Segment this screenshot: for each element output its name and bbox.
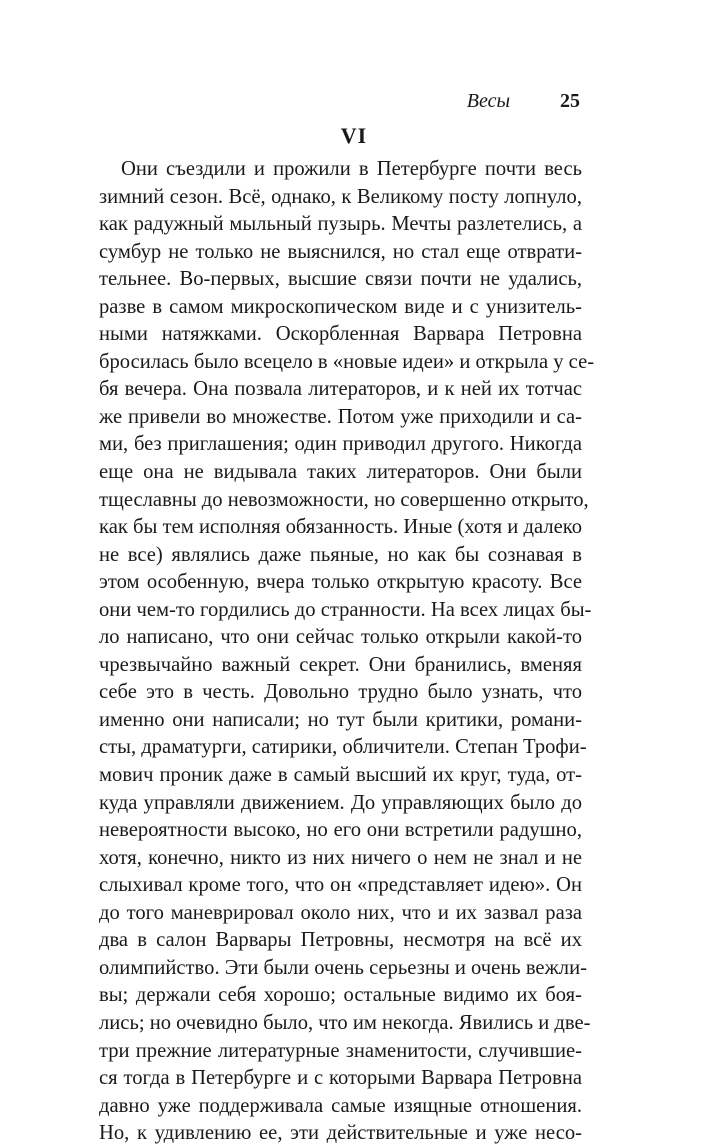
text-line: Они съездили и прожили в Петербурге почти весь — [121, 158, 582, 180]
text-line: сумбур не только не выяснился, но стал еще отврати- — [99, 240, 582, 263]
text-line: бя вечера. Она позвала литераторов, и к ней их тотчас — [99, 378, 582, 401]
chapter-heading: VI — [340, 123, 368, 148]
text-line: не все) являлись даже пьяные, но как бы сознавая в — [99, 543, 582, 566]
text-line: куда управляли движением. До управляющих было до — [99, 791, 582, 814]
text-line: ми, без приглашения; один приводил другого. Никогда — [99, 433, 582, 456]
text-line: они чем-то гордились до странности. На всех лицах бы- — [99, 598, 592, 621]
text-line: ся тогда в Петербурге и с которыми Варвара Петровна — [99, 1067, 582, 1090]
text-line: лись; но очевидно было, что им некогда. Явились и две- — [99, 1011, 591, 1034]
text-line: хотя, конечно, никто из них ничего о нем не знал и не — [99, 846, 582, 869]
text-line: вы; держали себя хорошо; остальные видимо их боя- — [99, 984, 582, 1007]
text-line: бросилась было всецело в «новые идеи» и открыла у се- — [99, 350, 595, 373]
text-line: тельнее. Во-первых, высшие связи почти не удались, — [99, 268, 582, 291]
body-text — [99, 156, 595, 1148]
text-line: невероятности высоко, но его они встретили радушно, — [99, 819, 582, 842]
text-line: слыхивал кроме того, что он «представляет идею». Он — [99, 874, 582, 897]
text-line: как бы тем исполняя обязанность. Иные (хотя и далеко — [99, 516, 582, 539]
text-line: еще она не видывала таких литераторов. Они были — [99, 461, 582, 484]
text-line: этом особенную, вчера только открытую красоту. Все — [99, 571, 582, 594]
text-line: сты, драматурги, сатирики, обличители. Степан Трофи- — [99, 736, 587, 759]
text-line: чрезвычайно важный секрет. Они бранились, вменяя — [99, 653, 582, 676]
running-header-title: Весы — [466, 90, 510, 112]
text-line: же привели во множестве. Потом уже приходили и са- — [99, 405, 582, 428]
text-line: именно они написали; но тут были критики, романи- — [99, 708, 582, 731]
text-line: себе это в честь. Довольно трудно было узнать, что — [99, 681, 582, 704]
running-header — [0, 88, 708, 114]
text-line: олимпийство. Эти были очень серьезны и очень вежли- — [99, 956, 587, 979]
text-line: зимний сезон. Всё, однако, к Великому посту лопнуло, — [99, 185, 582, 208]
text-line: мович проник даже в самый высший их круг, туда, от- — [99, 764, 582, 787]
text-line: как радужный мыльный пузырь. Мечты разлетелись, а — [99, 213, 582, 236]
page-number: 25 — [560, 90, 580, 112]
text-line: три прежние литературные знаменитости, случившие- — [99, 1039, 582, 1062]
text-line: до того маневрировал около них, что и их зазвал раза — [99, 901, 582, 924]
text-line: тщеславны до невозможности, но совершенно открыто, — [99, 488, 589, 511]
text-line: разве в самом микроскопическом виде и с унизитель- — [99, 295, 582, 318]
text-line: давно уже поддерживала самые изящные отношения. — [99, 1094, 582, 1117]
text-line: ными натяжками. Оскорбленная Варвара Петровна — [99, 323, 582, 346]
text-line: ло написано, что они сейчас только открыли какой-то — [99, 626, 582, 649]
text-line: Но, к удивлению ее, эти действительные и уже несо- — [99, 1122, 582, 1145]
text-line: два в салон Варвары Петровны, несмотря на всё их — [99, 929, 582, 952]
